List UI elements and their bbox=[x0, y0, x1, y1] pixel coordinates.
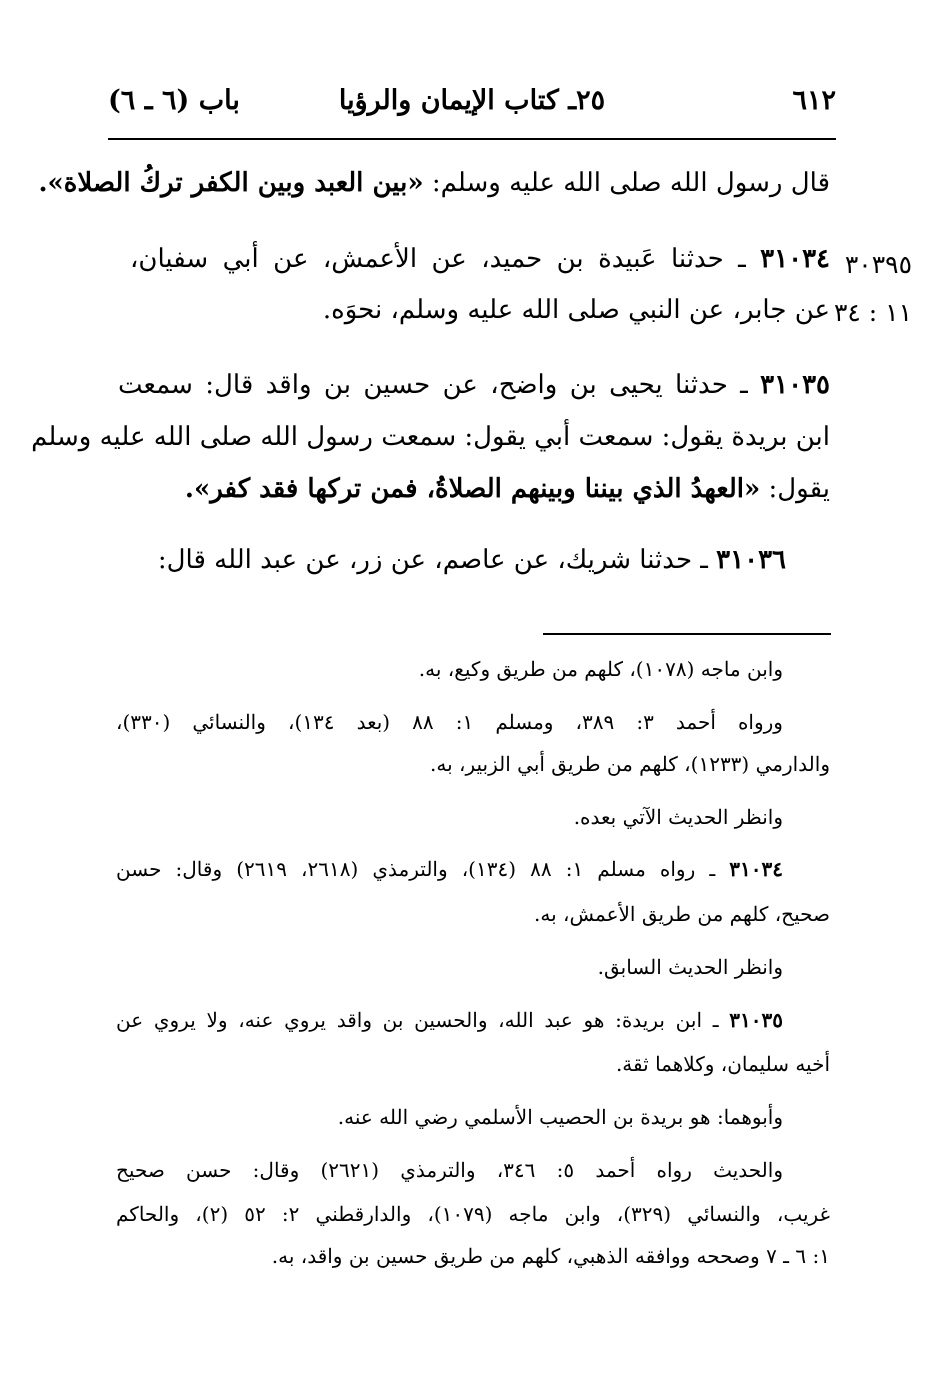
hadith-31035-line-2: ابن بريدة يقول: سمعت أبي يقول: سمعت رسول الله صلى الله عليه وسلم bbox=[31, 422, 830, 452]
main-text: قال رسول الله صلى الله عليه وسلم: bbox=[423, 168, 830, 198]
book-title: ٢٥ـ كتاب الإيمان والرؤيا bbox=[338, 85, 606, 116]
footnote-line: وأبوهما: هو بريدة بن الحصيب الأسلمي رضي الله عنه. bbox=[337, 1105, 783, 1129]
footnote-line: ١: ٦ ـ ٧ وصححه ووافقه الذهبي، كلهم من طريق حسين بن واقد، به. bbox=[271, 1244, 830, 1268]
hadith-31034-line-2: عن جابر، عن النبي صلى الله عليه وسلم، نحوَه. bbox=[322, 295, 830, 325]
main-line-1 bbox=[38, 168, 830, 198]
footnote-line bbox=[116, 857, 783, 881]
footnote-line: غريب، والنسائي (٣٢٩)، وابن ماجه (١٠٧٩)، والدارقطني ٢: ٥٢ (٢)، والحاكم bbox=[116, 1202, 831, 1226]
hadith-31036-line-1 bbox=[158, 545, 786, 575]
hadith-quote: «بين العبد وبين الكفر تركُ الصلاة». bbox=[38, 168, 424, 198]
hadith-text: يقول: bbox=[760, 474, 830, 504]
hadith-31035-line-1 bbox=[118, 370, 830, 400]
footnote-line: وانظر الحديث السابق. bbox=[597, 955, 783, 979]
footnote-hadith-number: ٣١٠٣٥ bbox=[729, 1008, 783, 1032]
footnote-text: ـ رواه مسلم ١: ٨٨ (١٣٤)، والترمذي (٢٦١٨، ٢٦١٩) وقال: حسن bbox=[116, 857, 730, 881]
footnote-line: ورواه أحمد ٣: ٣٨٩، ومسلم ١: ٨٨ (بعد ١٣٤)، والنسائي (٣٣٠)، bbox=[116, 710, 783, 734]
footnote-line: والحديث رواه أحمد ٥: ٣٤٦، والترمذي (٢٦٢١) وقال: حسن صحيح bbox=[116, 1158, 783, 1182]
margin-ref-2: ١١ : ٣٤ bbox=[833, 298, 912, 327]
hadith-quote: «العهدُ الذي بيننا وبينهم الصلاةُ، فمن تركها فقد كفر». bbox=[184, 474, 761, 504]
hadith-text: ـ حدثنا شريك، عن عاصم، عن زر، عن عبد الله قال: bbox=[157, 545, 717, 575]
footnote-text: ـ ابن بريدة: هو عبد الله، والحسين بن واقد يروي عنه، ولا يروي عن bbox=[116, 1008, 730, 1032]
hadith-31035-line-3 bbox=[185, 474, 830, 504]
margin-ref-1: ٣٠٣٩٥ bbox=[844, 250, 912, 279]
hadith-number: ٣١٠٣٥ bbox=[760, 370, 830, 400]
footnote-line: والدارمي (١٢٣٣)، كلهم من طريق أبي الزبير، به. bbox=[430, 752, 830, 776]
chapter-label: باب (٦ ـ ٦) bbox=[108, 85, 240, 116]
hadith-number: ٣١٠٣٤ bbox=[760, 244, 830, 274]
header-divider bbox=[108, 138, 836, 140]
footnote-hadith-number: ٣١٠٣٤ bbox=[729, 857, 783, 881]
footnote-line bbox=[116, 1008, 783, 1032]
footnote-line: أخيه سليمان، وكلاهما ثقة. bbox=[615, 1052, 830, 1076]
page-number: ٦١٢ bbox=[792, 85, 836, 116]
footnote-line: وانظر الحديث الآتي بعده. bbox=[573, 805, 783, 829]
footnote-divider bbox=[543, 633, 831, 635]
hadith-number: ٣١٠٣٦ bbox=[716, 545, 786, 575]
hadith-text: ـ حدثنا يحيى بن واضح، عن حسين بن واقد قال: سمعت bbox=[118, 370, 761, 400]
hadith-31034-line-1 bbox=[130, 244, 830, 274]
page-header bbox=[108, 85, 836, 125]
hadith-text: ـ حدثنا عَبيدة بن حميد، عن الأعمش، عن أبي سفيان، bbox=[130, 244, 761, 274]
footnote-line: صحيح، كلهم من طريق الأعمش، به. bbox=[534, 902, 830, 926]
footnote-line: وابن ماجه (١٠٧٨)، كلهم من طريق وكيع، به. bbox=[418, 657, 783, 681]
